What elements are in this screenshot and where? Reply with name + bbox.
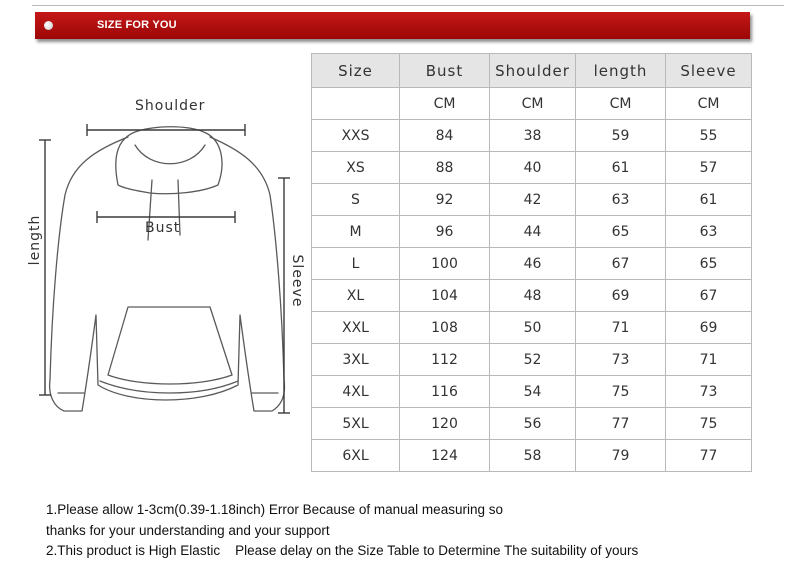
- length-cell: 75: [576, 376, 666, 408]
- bust-cell: 124: [400, 440, 490, 472]
- size-cell: XXL: [312, 312, 400, 344]
- table-header-row: [312, 54, 752, 88]
- note-line: 2.This product is High Elastic Please delay on the Size Table to Determine The suitability of yours: [46, 543, 639, 558]
- note-line: thanks for your understanding and your support: [46, 522, 330, 538]
- sleeve-cell: 55: [666, 120, 752, 152]
- header-cell: Bust: [400, 54, 490, 88]
- sleeve-cell: 69: [666, 312, 752, 344]
- length-cell: 77: [576, 408, 666, 440]
- length-cell: 79: [576, 440, 666, 472]
- header-cell: length: [576, 54, 666, 88]
- hoodie-hood: [116, 127, 222, 194]
- bust-cell: 112: [400, 344, 490, 376]
- sleeve-cell: 67: [666, 280, 752, 312]
- bust-cell: 108: [400, 312, 490, 344]
- table-units-row: [312, 88, 752, 120]
- bullet-icon: [44, 21, 53, 30]
- notes-section: [46, 500, 638, 562]
- shoulder-cell: 54: [490, 376, 576, 408]
- bust-cell: 120: [400, 408, 490, 440]
- table-row: [312, 184, 752, 216]
- size-cell: L: [312, 248, 400, 280]
- sleeve-cell: 75: [666, 408, 752, 440]
- sleeve-cell: 61: [666, 184, 752, 216]
- header-cell: Sleeve: [666, 54, 752, 88]
- bust-cell: 100: [400, 248, 490, 280]
- bust-label: Bust: [145, 220, 181, 236]
- hoodie-pocket: [108, 307, 232, 384]
- shoulder-cell: 44: [490, 216, 576, 248]
- length-cell: 65: [576, 216, 666, 248]
- size-cell: XL: [312, 280, 400, 312]
- sleeve-cell: 73: [666, 376, 752, 408]
- length-cell: 71: [576, 312, 666, 344]
- shoulder-cell: 52: [490, 344, 576, 376]
- shoulder-cell: 48: [490, 280, 576, 312]
- sleeve-cell: 65: [666, 248, 752, 280]
- unit-cell: [312, 88, 400, 120]
- top-divider: [32, 5, 784, 6]
- size-cell: 3XL: [312, 344, 400, 376]
- unit-cell: CM: [576, 88, 666, 120]
- table-row: [312, 152, 752, 184]
- length-cell: 73: [576, 344, 666, 376]
- length-cell: 61: [576, 152, 666, 184]
- size-cell: S: [312, 184, 400, 216]
- unit-cell: CM: [400, 88, 490, 120]
- size-cell: 4XL: [312, 376, 400, 408]
- shoulder-cell: 58: [490, 440, 576, 472]
- table-row: [312, 376, 752, 408]
- length-cell: 69: [576, 280, 666, 312]
- header-cell: Shoulder: [490, 54, 576, 88]
- hoodie-outline: [50, 137, 285, 411]
- bust-cell: 92: [400, 184, 490, 216]
- size-cell: 6XL: [312, 440, 400, 472]
- header-banner: [35, 12, 750, 39]
- shoulder-cell: 38: [490, 120, 576, 152]
- table-row: [312, 344, 752, 376]
- table-row: [312, 440, 752, 472]
- shoulder-cell: 50: [490, 312, 576, 344]
- size-cell: XS: [312, 152, 400, 184]
- length-cell: 63: [576, 184, 666, 216]
- size-cell: 5XL: [312, 408, 400, 440]
- header-cell: Size: [312, 54, 400, 88]
- bust-cell: 84: [400, 120, 490, 152]
- sleeve-label: Sleeve: [289, 254, 305, 308]
- sleeve-cell: 57: [666, 152, 752, 184]
- table-row: [312, 248, 752, 280]
- unit-cell: CM: [490, 88, 576, 120]
- table-row: [312, 120, 752, 152]
- length-cell: 59: [576, 120, 666, 152]
- size-cell: XXS: [312, 120, 400, 152]
- unit-cell: CM: [666, 88, 752, 120]
- shoulder-cell: 42: [490, 184, 576, 216]
- bust-cell: 88: [400, 152, 490, 184]
- sleeve-cell: 77: [666, 440, 752, 472]
- table-row: [312, 216, 752, 248]
- bust-cell: 104: [400, 280, 490, 312]
- note-line: 1.Please allow 1-3cm(0.39-1.18inch) Error Because of manual measuring so: [46, 502, 503, 517]
- shoulder-label: Shoulder: [135, 98, 206, 114]
- sleeve-cell: 63: [666, 216, 752, 248]
- table-row: [312, 280, 752, 312]
- size-cell: M: [312, 216, 400, 248]
- sleeve-cell: 71: [666, 344, 752, 376]
- banner-title: SIZE FOR YOU: [97, 19, 177, 31]
- bust-cell: 116: [400, 376, 490, 408]
- length-label: length: [27, 214, 43, 266]
- table-row: [312, 312, 752, 344]
- shoulder-cell: 56: [490, 408, 576, 440]
- size-table: [311, 53, 752, 472]
- table-row: [312, 408, 752, 440]
- length-cell: 67: [576, 248, 666, 280]
- bust-cell: 96: [400, 216, 490, 248]
- shoulder-cell: 40: [490, 152, 576, 184]
- shoulder-cell: 46: [490, 248, 576, 280]
